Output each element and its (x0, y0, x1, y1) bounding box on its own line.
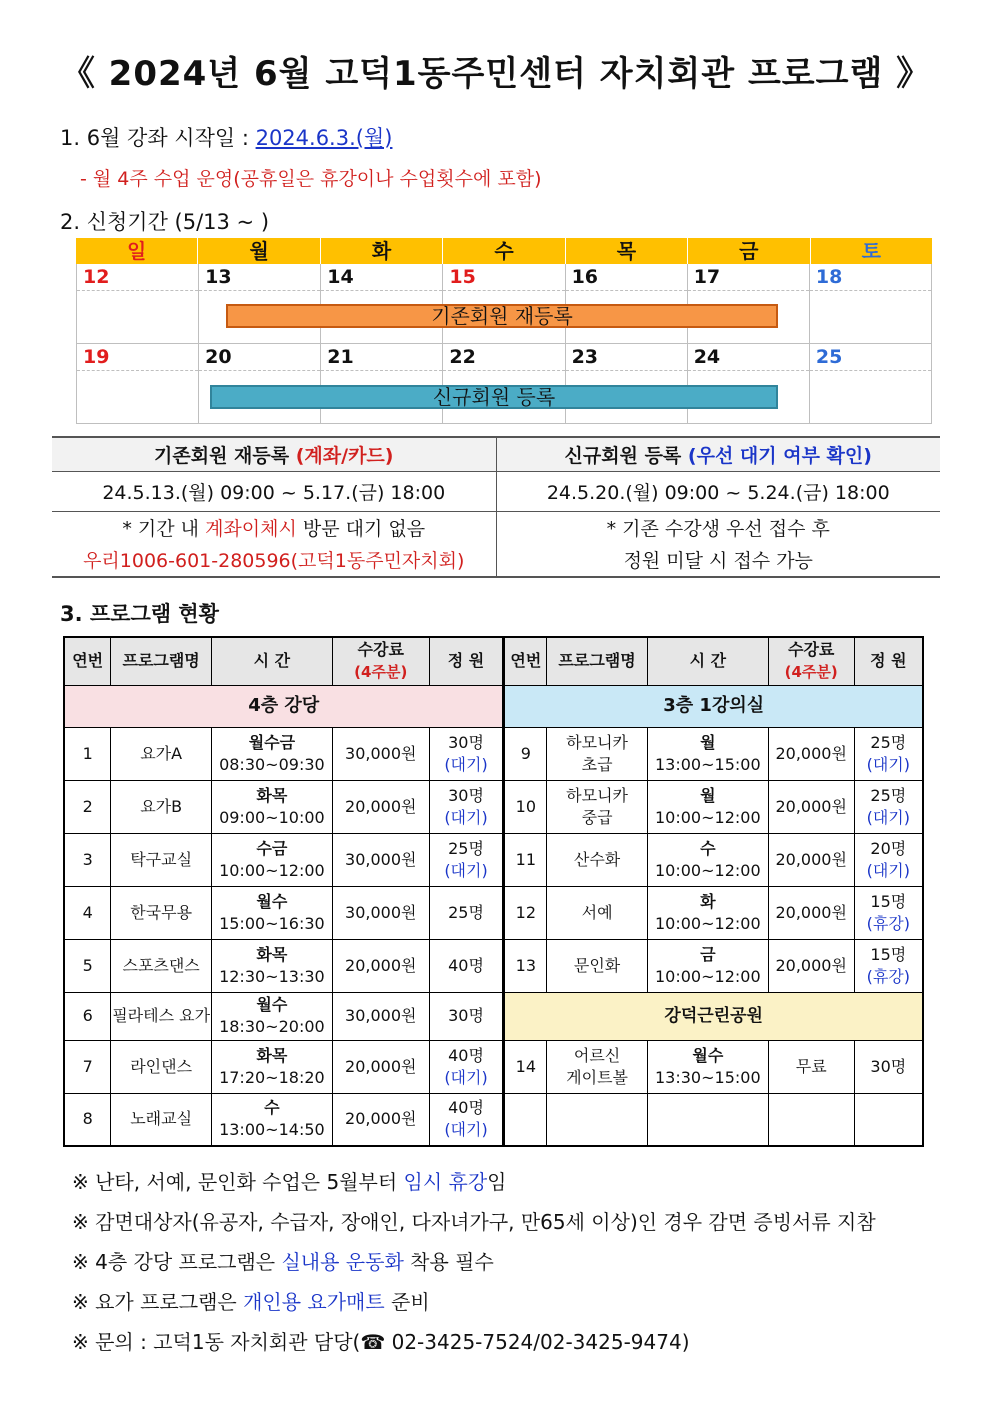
col-no: 연번 (504, 637, 547, 685)
section-1-note: - 월 4주 수업 운영(공휴일은 휴강이나 수업횟수에 포함) (80, 168, 542, 190)
calendar-weekday-header (76, 238, 932, 264)
weekday-sat: 토 (861, 239, 881, 263)
table-row (64, 886, 923, 939)
program-time: 월수 18:30~20:00 (211, 992, 332, 1040)
program-time: 화목 09:00~10:00 (211, 780, 332, 833)
table-row (64, 992, 923, 1040)
registration-calendar (76, 238, 932, 428)
program-no: 11 (504, 833, 547, 886)
start-date: 2024.6.3.(월) (255, 126, 393, 150)
col-fee: 수강료 (4주분) (332, 637, 429, 685)
program-capacity: 30명 (대기) (429, 727, 504, 780)
program-fee: 20,000원 (332, 1093, 429, 1146)
calendar-day (688, 344, 810, 424)
table-row (64, 780, 923, 833)
calendar-day (76, 264, 199, 344)
table-row (64, 939, 923, 992)
program-name: 서예 (547, 886, 648, 939)
program-name: 하모니카 초급 (547, 727, 648, 780)
program-name: 하모니카 중급 (547, 780, 648, 833)
reg-right-note-2: 정원 미달 시 접수 가능 (496, 543, 940, 577)
program-name: 라인댄스 (111, 1040, 212, 1093)
program-time: 수 10:00~12:00 (647, 833, 768, 886)
program-capacity: 30명 (854, 1040, 923, 1093)
program-no: 4 (64, 886, 111, 939)
table-row (64, 727, 923, 780)
col-name: 프로그램명 (547, 637, 648, 685)
calendar-day (76, 344, 199, 424)
program-capacity: 30명 (429, 992, 504, 1040)
day-number: 23 (571, 346, 599, 368)
program-fee: 30,000원 (332, 886, 429, 939)
program-time: 금 10:00~12:00 (647, 939, 768, 992)
reg-right-header: 신규회원 등록 (우선 대기 여부 확인) (496, 437, 940, 471)
program-time: 수 13:00~14:50 (211, 1093, 332, 1146)
program-fee: 무료 (768, 1040, 854, 1093)
program-no: 9 (504, 727, 547, 780)
calendar-day (566, 344, 688, 424)
empty-cell (504, 1093, 547, 1146)
program-no: 14 (504, 1040, 547, 1093)
program-name: 노래교실 (111, 1093, 212, 1146)
program-capacity: 15명 (휴강) (854, 886, 923, 939)
section-1-label: 1. 6월 강좌 시작일 : (60, 126, 256, 150)
empty-cell (854, 1093, 923, 1146)
day-number: 18 (815, 266, 843, 288)
day-number: 17 (693, 266, 721, 288)
program-time: 월 10:00~12:00 (647, 780, 768, 833)
day-number: 12 (83, 266, 110, 288)
program-fee: 20,000원 (768, 780, 854, 833)
program-no: 2 (64, 780, 111, 833)
program-no: 3 (64, 833, 111, 886)
program-no: 8 (64, 1093, 111, 1146)
program-no: 1 (64, 727, 111, 780)
program-capacity: 30명 (대기) (429, 780, 504, 833)
program-time: 월수 13:30~15:00 (647, 1040, 768, 1093)
weekday-fri: 금 (688, 238, 810, 264)
group-park: 강덕근린공원 (504, 992, 923, 1040)
bank-account: 우리1006-601-280596(고덕1동주민자치회) (52, 543, 496, 577)
col-time: 시 간 (647, 637, 768, 685)
calendar-day (443, 344, 565, 424)
table-row (64, 833, 923, 886)
program-time: 월수금 08:30~09:30 (211, 727, 332, 780)
program-capacity: 25명 (대기) (854, 727, 923, 780)
day-number: 20 (205, 346, 232, 368)
program-capacity: 40명 (대기) (429, 1093, 504, 1146)
program-time: 월 13:00~15:00 (647, 727, 768, 780)
program-fee: 30,000원 (332, 833, 429, 886)
program-name: 산수화 (547, 833, 648, 886)
page-title: 《 2024년 6월 고덕1동주민센터 자치회관 프로그램 》 (60, 54, 932, 94)
program-fee: 30,000원 (332, 727, 429, 780)
program-fee: 30,000원 (332, 992, 429, 1040)
program-fee: 20,000원 (768, 886, 854, 939)
empty-cell (647, 1093, 768, 1146)
reg-left-header: 기존회원 재등록 (계좌/카드) (52, 437, 496, 471)
program-no: 13 (504, 939, 547, 992)
table-row (64, 1040, 923, 1093)
program-name: 요가B (111, 780, 212, 833)
program-capacity: 15명 (휴강) (854, 939, 923, 992)
calendar-day (810, 264, 932, 344)
program-capacity: 25명 (대기) (854, 780, 923, 833)
reg-left-note: * 기간 내 계좌이체시 방문 대기 없음 (52, 511, 496, 543)
group-3f-room-1: 3층 1강의실 (504, 685, 923, 727)
day-number: 25 (815, 346, 843, 368)
weekday-wed: 수 (443, 238, 565, 264)
table-row (64, 1093, 923, 1146)
program-time: 화 10:00~12:00 (647, 886, 768, 939)
note-item: ※ 요가 프로그램은 개인용 요가매트 준비 (72, 1290, 430, 1314)
section-2-label: 2. 신청기간 (5/13 ~ ) (60, 210, 270, 234)
col-fee: 수강료 (4주분) (768, 637, 854, 685)
empty-cell (768, 1093, 854, 1146)
new-member-period-bar: 신규회원 등록 (210, 385, 778, 409)
calendar-week-2 (76, 344, 932, 424)
group-4f-auditorium: 4층 강당 (64, 685, 504, 727)
program-fee: 20,000원 (768, 727, 854, 780)
program-capacity: 20명 (대기) (854, 833, 923, 886)
program-capacity: 40명 (대기) (429, 1040, 504, 1093)
program-name: 필라테스 요가 (111, 992, 212, 1040)
program-time: 월수 15:00~16:30 (211, 886, 332, 939)
day-number: 16 (571, 266, 599, 288)
program-fee: 20,000원 (768, 939, 854, 992)
col-no: 연번 (64, 637, 111, 685)
day-number: 19 (83, 346, 110, 368)
note-item: ※ 감면대상자(유공자, 수급자, 장애인, 다자녀가구, 만65세 이상)인 경우 감면 증빙서류 지참 (72, 1210, 876, 1234)
col-capacity: 정 원 (429, 637, 504, 685)
group-row (64, 685, 923, 727)
note-item: ※ 문의 : 고덕1동 자치회관 담당(☎ 02-3425-7524/02-3425-9474) (72, 1330, 690, 1354)
weekday-sun: 일 (76, 238, 198, 264)
day-number: 22 (449, 346, 476, 368)
day-number: 13 (205, 266, 232, 288)
col-name: 프로그램명 (111, 637, 212, 685)
weekday-mon: 월 (198, 238, 320, 264)
section-1 (60, 122, 392, 152)
reg-right-note-1: * 기존 수강생 우선 접수 후 (606, 517, 830, 540)
program-capacity: 40명 (429, 939, 504, 992)
col-time: 시 간 (211, 637, 332, 685)
program-table (63, 636, 924, 1147)
program-no: 5 (64, 939, 111, 992)
weekday-thu: 목 (566, 238, 688, 264)
program-name: 탁구교실 (111, 833, 212, 886)
calendar-day (199, 344, 321, 424)
program-name: 스포츠댄스 (111, 939, 212, 992)
day-number: 14 (327, 266, 354, 288)
empty-cell (547, 1093, 648, 1146)
day-number: 21 (327, 346, 354, 368)
calendar-day (321, 344, 443, 424)
program-fee: 20,000원 (332, 939, 429, 992)
program-no: 10 (504, 780, 547, 833)
program-fee: 20,000원 (768, 833, 854, 886)
program-capacity: 25명 (429, 886, 504, 939)
existing-member-period-bar: 기존회원 재등록 (226, 304, 778, 328)
program-time: 화목 17:20~18:20 (211, 1040, 332, 1093)
note-item: ※ 4층 강당 프로그램은 실내용 운동화 착용 필수 (72, 1250, 494, 1274)
program-time: 수금 10:00~12:00 (211, 833, 332, 886)
program-fee: 20,000원 (332, 780, 429, 833)
program-name: 요가A (111, 727, 212, 780)
col-capacity: 정 원 (854, 637, 923, 685)
program-no: 7 (64, 1040, 111, 1093)
program-name: 문인화 (547, 939, 648, 992)
program-name: 어르신 게이트볼 (547, 1040, 648, 1093)
program-no: 12 (504, 886, 547, 939)
reg-left-period: 24.5.13.(월) 09:00 ~ 5.17.(금) 18:00 (52, 471, 496, 511)
section-3-label: 3. 프로그램 현황 (60, 602, 219, 626)
program-capacity: 25명 (대기) (429, 833, 504, 886)
notes-list (72, 1168, 876, 1368)
weekday-tue: 화 (321, 238, 443, 264)
program-fee: 20,000원 (332, 1040, 429, 1093)
reg-right-period: 24.5.20.(월) 09:00 ~ 5.24.(금) 18:00 (496, 471, 940, 511)
calendar-day (810, 344, 932, 424)
registration-table (52, 436, 940, 578)
day-number: 24 (693, 346, 721, 368)
program-name: 한국무용 (111, 886, 212, 939)
day-number: 15 (449, 266, 476, 288)
program-no: 6 (64, 992, 111, 1040)
program-header-row (64, 637, 923, 685)
program-time: 화목 12:30~13:30 (211, 939, 332, 992)
note-item: ※ 난타, 서예, 문인화 수업은 5월부터 임시 휴강임 (72, 1170, 507, 1194)
